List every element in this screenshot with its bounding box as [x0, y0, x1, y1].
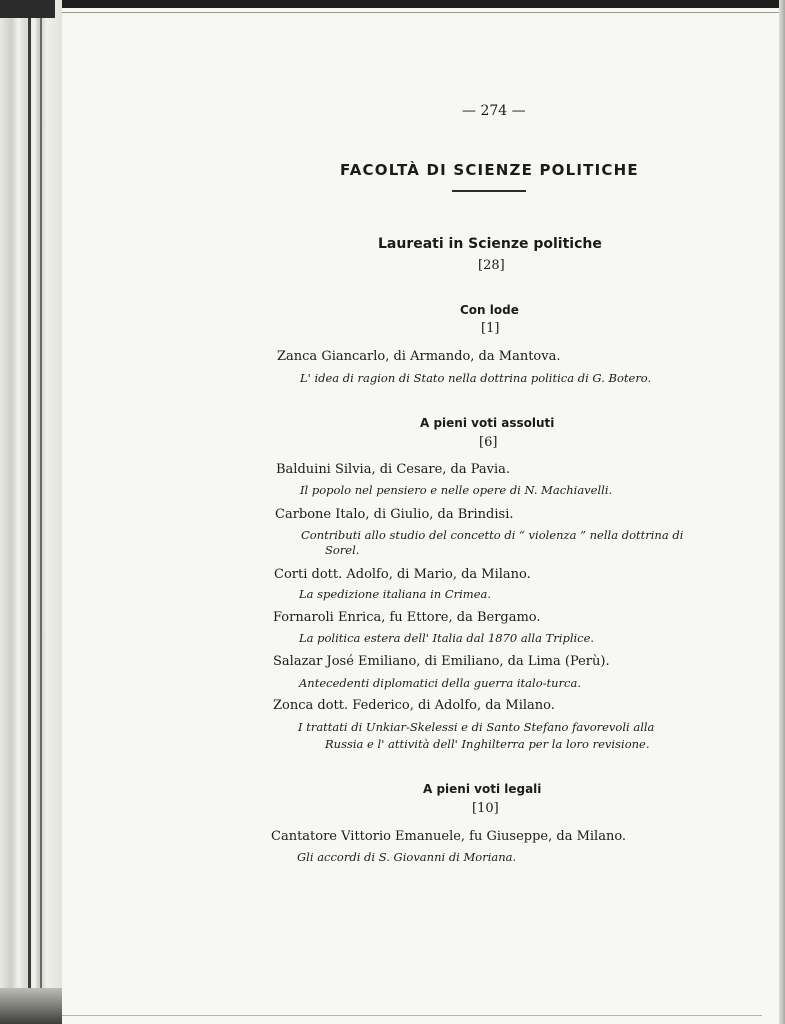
graduate-name: Salazar José Emiliano, di Emiliano, da Lima (Perù).: [273, 654, 610, 669]
graduate-name: Zanca Giancarlo, di Armando, da Mantova.: [277, 349, 561, 364]
page-top-line: [62, 12, 785, 13]
page-top-edge: [62, 0, 785, 8]
group-count-pieni-voti-assoluti: [6]: [479, 435, 498, 450]
page-number: — 274 —: [462, 103, 526, 119]
section-count: [28]: [478, 258, 505, 273]
thesis-title-continued: Russia e l' attività dell' Inghilterra per la loro revisione.: [325, 737, 650, 751]
thesis-title: La politica estera dell' Italia dal 1870 alla Triplice.: [299, 631, 595, 645]
book-gutter: [0, 0, 62, 1024]
section-title: Laureati in Scienze politiche: [378, 236, 602, 252]
thesis-title: L' idea di ragion di Stato nella dottrina politica di G. Botero.: [300, 371, 652, 385]
group-count-con-lode: [1]: [481, 321, 500, 336]
thesis-title: Il popolo nel pensiero e nelle opere di N. Machiavelli.: [300, 483, 613, 497]
thesis-title-continued: Sorel.: [325, 543, 360, 557]
page-bottom-line: [62, 1015, 762, 1016]
group-count-pieni-voti-legali: [10]: [472, 801, 499, 816]
thesis-title: Antecedenti diplomatici della guerra italo-turca.: [299, 676, 581, 690]
graduate-name: Fornaroli Enrica, fu Ettore, da Bergamo.: [273, 610, 541, 625]
graduate-name: Balduini Silvia, di Cesare, da Pavia.: [276, 462, 511, 477]
graduate-name: Carbone Italo, di Giulio, da Brindisi.: [275, 507, 514, 522]
group-heading-pieni-voti-legali: A pieni voti legali: [423, 782, 542, 796]
gutter-bottom-shadow: [0, 988, 62, 1024]
graduate-name: Corti dott. Adolfo, di Mario, da Milano.: [274, 567, 531, 582]
group-heading-pieni-voti-assoluti: A pieni voti assoluti: [420, 416, 555, 430]
thesis-title: Gli accordi di S. Giovanni di Moriana.: [297, 850, 517, 864]
graduate-name: Zonca dott. Federico, di Adolfo, da Milano.: [273, 698, 555, 713]
thesis-title: La spedizione italiana in Crimea.: [299, 587, 492, 601]
group-heading-con-lode: Con lode: [460, 303, 519, 317]
faculty-title: FACOLTÀ DI SCIENZE POLITICHE: [340, 161, 639, 179]
page-right-edge: [779, 0, 785, 1024]
thesis-title: I trattati di Unkiar-Skelessi e di Santo Stefano favorevoli alla: [298, 720, 655, 734]
graduate-name: Cantatore Vittorio Emanuele, fu Giuseppe, da Milano.: [271, 829, 627, 844]
title-underline: [452, 190, 526, 192]
gutter-corner-shadow: [0, 0, 55, 18]
thesis-title: Contributi allo studio del concetto di “ violenza ” nella dottrina di: [301, 528, 684, 542]
